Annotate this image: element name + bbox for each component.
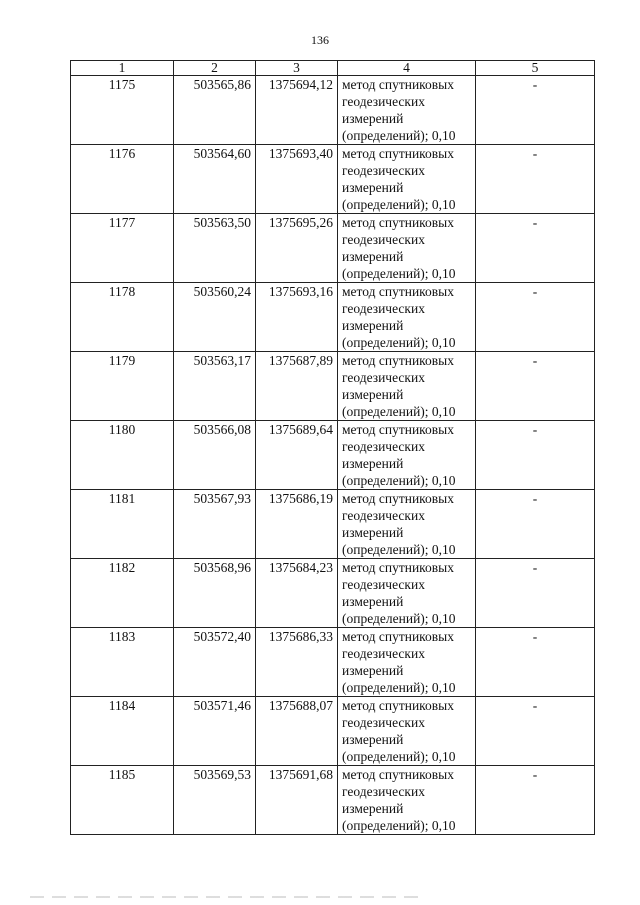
point-number-cell: 1185 [71, 766, 174, 835]
note-cell: - [476, 76, 595, 145]
point-number-cell: 1177 [71, 214, 174, 283]
x-coordinate-cell: 503564,60 [174, 145, 256, 214]
note-cell: - [476, 628, 595, 697]
point-number-cell: 1184 [71, 697, 174, 766]
table-row [71, 490, 595, 559]
note-cell: - [476, 145, 595, 214]
y-coordinate-cell: 1375688,07 [256, 697, 338, 766]
x-coordinate-cell: 503567,93 [174, 490, 256, 559]
table-row [71, 214, 595, 283]
method-cell: метод спутниковых геодезических измерений (определений); 0,10 [338, 559, 476, 628]
note-cell: - [476, 421, 595, 490]
method-cell: метод спутниковых геодезических измерений (определений); 0,10 [338, 76, 476, 145]
x-coordinate-cell: 503568,96 [174, 559, 256, 628]
note-cell: - [476, 697, 595, 766]
note-cell: - [476, 766, 595, 835]
column-header-3: 3 [256, 61, 338, 76]
table-row [71, 697, 595, 766]
x-coordinate-cell: 503565,86 [174, 76, 256, 145]
y-coordinate-cell: 1375684,23 [256, 559, 338, 628]
column-header-5: 5 [476, 61, 595, 76]
page-number: 136 [311, 33, 329, 47]
table-row [71, 766, 595, 835]
note-cell: - [476, 214, 595, 283]
table-row [71, 559, 595, 628]
x-coordinate-cell: 503572,40 [174, 628, 256, 697]
coordinates-table [70, 60, 595, 835]
table-body [71, 76, 595, 835]
method-cell: метод спутниковых геодезических измерений (определений); 0,10 [338, 283, 476, 352]
column-header-4: 4 [338, 61, 476, 76]
note-cell: - [476, 559, 595, 628]
y-coordinate-cell: 1375693,16 [256, 283, 338, 352]
note-cell: - [476, 283, 595, 352]
x-coordinate-cell: 503563,50 [174, 214, 256, 283]
table-row [71, 421, 595, 490]
y-coordinate-cell: 1375687,89 [256, 352, 338, 421]
note-cell: - [476, 490, 595, 559]
method-cell: метод спутниковых геодезических измерений (определений); 0,10 [338, 490, 476, 559]
faded-footer-text [30, 896, 420, 898]
y-coordinate-cell: 1375691,68 [256, 766, 338, 835]
table-row [71, 283, 595, 352]
point-number-cell: 1182 [71, 559, 174, 628]
method-cell: метод спутниковых геодезических измерений (определений); 0,10 [338, 352, 476, 421]
point-number-cell: 1183 [71, 628, 174, 697]
point-number-cell: 1180 [71, 421, 174, 490]
point-number-cell: 1176 [71, 145, 174, 214]
method-cell: метод спутниковых геодезических измерений (определений); 0,10 [338, 145, 476, 214]
x-coordinate-cell: 503566,08 [174, 421, 256, 490]
method-cell: метод спутниковых геодезических измерений (определений); 0,10 [338, 697, 476, 766]
point-number-cell: 1181 [71, 490, 174, 559]
point-number-cell: 1178 [71, 283, 174, 352]
x-coordinate-cell: 503563,17 [174, 352, 256, 421]
y-coordinate-cell: 1375686,33 [256, 628, 338, 697]
table-header-row [71, 61, 595, 76]
y-coordinate-cell: 1375694,12 [256, 76, 338, 145]
note-cell: - [476, 352, 595, 421]
method-cell: метод спутниковых геодезических измерений (определений); 0,10 [338, 214, 476, 283]
table-row [71, 145, 595, 214]
point-number-cell: 1179 [71, 352, 174, 421]
x-coordinate-cell: 503571,46 [174, 697, 256, 766]
table-row [71, 628, 595, 697]
point-number-cell: 1175 [71, 76, 174, 145]
y-coordinate-cell: 1375689,64 [256, 421, 338, 490]
y-coordinate-cell: 1375693,40 [256, 145, 338, 214]
y-coordinate-cell: 1375695,26 [256, 214, 338, 283]
x-coordinate-cell: 503569,53 [174, 766, 256, 835]
table-row [71, 76, 595, 145]
method-cell: метод спутниковых геодезических измерений (определений); 0,10 [338, 628, 476, 697]
y-coordinate-cell: 1375686,19 [256, 490, 338, 559]
method-cell: метод спутниковых геодезических измерений (определений); 0,10 [338, 766, 476, 835]
column-header-2: 2 [174, 61, 256, 76]
x-coordinate-cell: 503560,24 [174, 283, 256, 352]
table-row [71, 352, 595, 421]
column-header-1: 1 [71, 61, 174, 76]
method-cell: метод спутниковых геодезических измерений (определений); 0,10 [338, 421, 476, 490]
